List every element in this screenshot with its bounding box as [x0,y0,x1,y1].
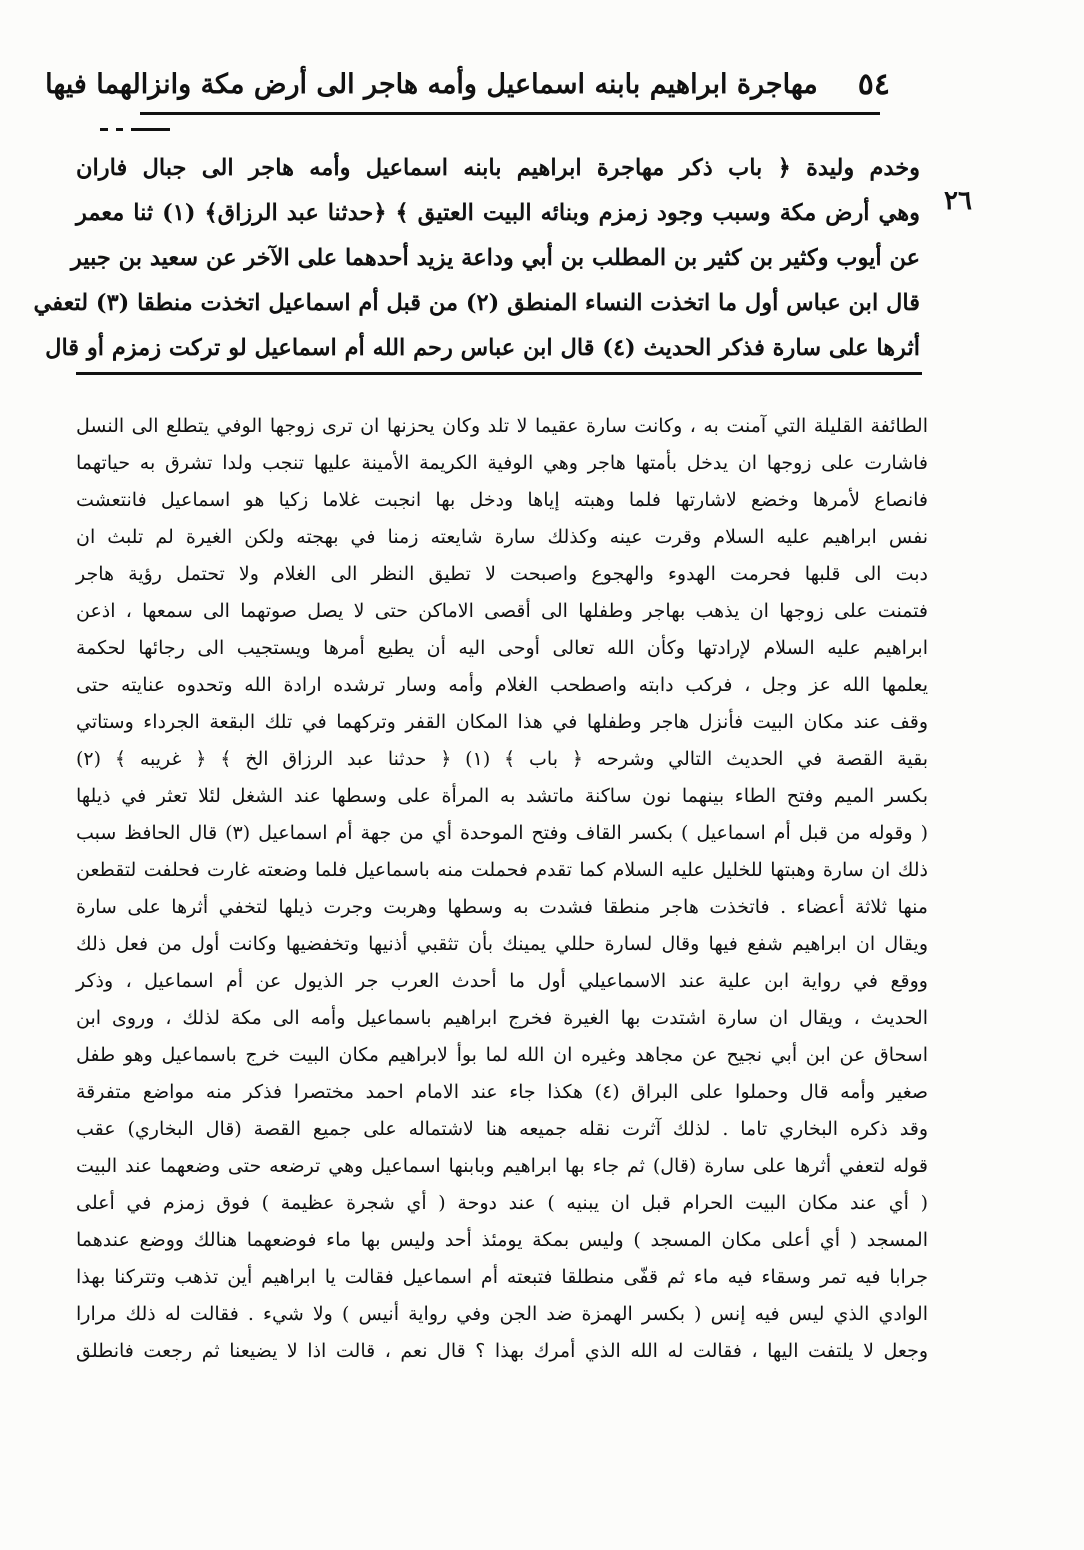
commentary-line: جرابا فيه تمر وسقاء فيه ماء ثم قفّى منطلقا فتبعته أم اسماعيل فقالت يا ابراهيم أين تذهب وتتركنا بهذا [76,1266,928,1288]
commentary-line: فانصاع لأمرها وخضع لاشارتها فلما وهبته إياها ودخل بها انجبت غلاما زكيا هو اسماعيل فانتعشت [76,489,928,511]
commentary-line: المسجد ( أي أعلى مكان المسجد ) وليس بمكة يومئذ أحد وليس بها ماء فوضعهما هنالك ووضع عندهما [76,1229,928,1251]
commentary-line: اسحاق عن ابن أبي نجيح عن مجاهد وغيره ان الله لما بوأ لابراهيم مكان البيت خرج باسماعيل وهو طفل [76,1044,928,1066]
decorative-dashes [100,128,170,132]
commentary-line: الطائفة القليلة التي آمنت به ، وكانت سارة عقيما لا تلد وكان يحزنها ان ترى زوجها الوفي يتطلع الى النسل [76,415,928,437]
commentary-line: نفس ابراهيم عليه السلام وقرت عينه وكذلك سارة شايعته زمنا في بهجته ولكن الغيرة لم تلبث ان [76,526,928,548]
commentary-line: ذلك ان سارة وهبتها للخليل عليه السلام كما تقدم فحملت منه باسماعيل فلما وضعته غارت فحلفت لتقطعن [76,859,928,881]
commentary-line: ووقع في رواية ابن علية عند الاسماعيلي أول ما أحدث العرب جر الذيول عن أم اسماعيل ، وذكر [76,970,928,992]
commentary-text [76,408,928,1370]
running-title: مهاجرة ابراهيم بابنه اسماعيل وأمه هاجر الى أرض مكة وانزالهما فيها [45,68,818,100]
commentary-line: ( وقوله من قبل أم اسماعيل ) بكسر القاف وفتح الموحدة أي من جهة أم اسماعيل (٣) قال الحافظ سبب [76,822,928,844]
commentary-line: صغير وأمه قال وحملوا على البراق (٤) هكذا جاء عند الامام احمد مختصرا فذكر منه مواضع متفرقة [76,1081,928,1103]
header-rule [140,112,880,115]
main-text-line: وخدم وليدة ﴿ باب ذكر مهاجرة ابراهيم بابنه اسماعيل وأمه هاجر الى جبال فاران [76,155,920,181]
commentary-line: ابراهيم عليه السلام لإرادتها وكأن الله تعالى أوحى اليه أن يطيع أمرها ويستجيب الى رجائها لحكمة [76,637,928,659]
page-number: ٥٤ [857,66,890,102]
commentary-line: ( أي عند مكان البيت الحرام قبل ان يبنيه ) عند دوحة ( أي شجرة عظيمة ) فوق زمزم في أعلى [76,1192,928,1214]
commentary-line: منها ثلاثة أعضاء . فاتخذت هاجر منطقا فشدت به وسطها وهربت وجرت ذيلها لتخفي أثرها على سارة [76,896,928,918]
hadith-number: ٢٦ [944,186,972,216]
commentary-line: قوله لتعفي أثرها على سارة (قال) ثم جاء بها ابراهيم وبابنها اسماعيل وهي ترضعه حتى وضعهما عند البيت [76,1155,928,1177]
main-text-line: قال ابن عباس أول ما اتخذت النساء المنطق (٢) من قبل أم اسماعيل اتخذت منطقا (٣) لتعفي [33,290,920,316]
commentary-line: الوادي الذي ليس فيه إنس ( بكسر الهمزة ضد الجن وفي رواية أنيس ) ولا شيء . فقالت له ذلك مرارا [76,1303,928,1325]
commentary-line: فتمنت على زوجها ان يذهب بهاجر وطفلها الى أقصى الاماكن حتى لا يصل صوتهما الى سمعها ، اذعن [76,600,928,622]
main-text-line: أثرها على سارة فذكر الحديث (٤) قال ابن عباس رحم الله أم اسماعيل لو تركت زمزم أو قال [45,335,920,361]
commentary-line: الحديث ، ويقال ان سارة اشتدت بها الغيرة فخرج ابراهيم باسماعيل وأمه الى مكة لذلك ، وروى ابن [76,1007,928,1029]
commentary-line: بكسر الميم وفتح الطاء بينهما نون ساكنة ماتشد به المرأة على وسطها عند الشغل لئلا تعثر في ذيلها [76,785,928,807]
main-text-line: وهي أرض مكة وسبب وجود زمزم وبنائه البيت العتيق ﴾ ﴿حدثنا عبد الرزاق﴾ (١) ثنا معمر [76,200,920,226]
commentary-line: ويقال ان ابراهيم شفع فيها وقال لسارة حللي يمينك بأن تثقبي أذنيها وتخفضيها وكانت أول من فعل ذلك [76,933,928,955]
commentary-line: وقف عند مكان البيت فأنزل هاجر وطفلها في هذا المكان القفر وتركهما في تلك البقعة الجرداء وستاتي [76,711,928,733]
commentary-line: فاشارت على زوجها ان يدخل بأمتها هاجر وهي الوفية الكريمة الأمينة عليها تنجب ولدا تشرق به حياتهما [76,452,928,474]
main-text-line: عن أيوب وكثير بن كثير بن المطلب بن أبي وداعة يزيد أحدهما على الآخر عن سعيد بن جبير [70,245,920,271]
commentary-line: دبت الى قلبها فحرمت الهدوء والهجوع واصبحت لا تطيق النظر الى الغلام ولا تحتمل رؤية هاجر [76,563,928,585]
commentary-line: وجعل لا يلتفت اليها ، فقالت له الله الذي أمرك بهذا ؟ قال نعم ، قالت اذا لا يضيعنا ثم رجعت فانطلق [76,1340,928,1362]
commentary-line: وقد ذكره البخاري تاما . لذلك آثرت نقله جميعه هنا لاشتماله على جميع القصة (قال البخاري) عقب [76,1118,928,1140]
commentary-line: بقية القصة في الحديث التالي وشرحه ﴿ باب ﴾ (١) ﴿ حدثنا عبد الرزاق الخ ﴾ ﴿ غريبه ﴾ (٢) [76,748,928,770]
hadith-main-text [33,146,920,371]
commentary-line: يعلمها الله عز وجل ، فركب دابته واصطحب الغلام وأمه وسار ترشده ارادة الله وتحدوه عنايته حتى [76,674,928,696]
section-divider [76,372,922,375]
page-header [45,60,890,108]
